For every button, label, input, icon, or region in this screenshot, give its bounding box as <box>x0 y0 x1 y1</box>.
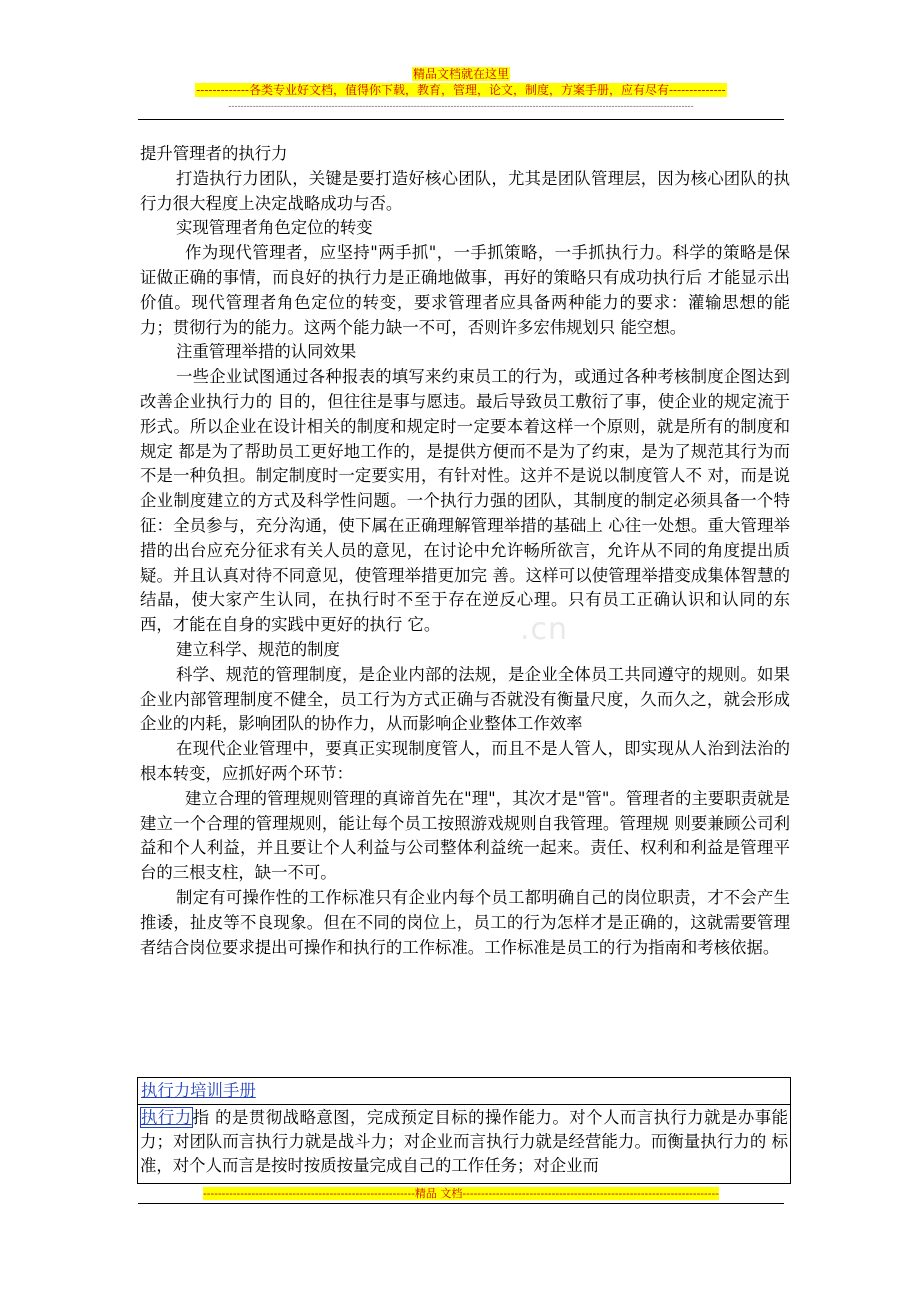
paragraph: 一些企业试图通过各种报表的填写来约束员工的行为，或通过各种考核制度企图达到改善企业执行力的 目的，但往往是事与愿违。最后导致员工敷衍了事，使企业的规定流于形式。所以企业在设计相关的制度和规定时一定要本着这样一个原则，就是所有的制度和规定 都是为了帮助员工更好地工作的，是提供方便而不是为了约束，是为了规范其行为而不是一种负担。制定制度时一定要实用，有针对性。这并不是说以制度管人不 对，而是说企业制度建立的方式及科学性问题。一个执行力强的团队，其制度的制定必须具备一个特征：全员参与，充分沟通，使下属在正确理解管理举措的基础上 心往一处想。重大管理举措的出台应充分征求有关人员的意见，在讨论中允许畅所欲言，允许从不同的角度提出质疑。并且认真对待不同意见，使管理举措更加完 善。这样可以使管理举措变成集体智慧的结晶，使大家产生认同，在执行时不至于存在逆反心理。只有员工正确认识和认同的东西，才能在自身的实践中更好的执行 它。 <box>140 367 790 635</box>
paragraph: 建立合理的管理规则管理的真谛首先在"理"，其次才是"管"。管理者的主要职责就是建立一个合理的管理规则，能让每个员工按照游戏规则自我管理。管理规 则要兼顾公司利益和个人利益，并且要让个人利益与公司整体利益统一起来。责任、权利和利益是管理平台的三根支柱，缺一不可。 <box>140 788 790 883</box>
paragraph: 制定有可操作性的工作标准只有企业内每个员工都明确自己的岗位职责，才不会产生推诿，扯皮等不良现象。但在不同的岗位上，员工的行为怎样才是正确的，这就需要管理者结合岗位要求提出可操作和执行的工作标准。工作标准是员工的行为指南和考核依据。 <box>140 887 790 957</box>
footer-rule <box>138 1203 784 1204</box>
link-box-title-row <box>138 1078 790 1105</box>
paragraph: 打造执行力团队，关键是要打造好核心团队，尤其是团队管理层，因为核心团队的执行力很大程度上决定战略成功与否。 <box>140 168 790 213</box>
link-box <box>137 1077 791 1184</box>
document-title: 提升管理者的执行力 <box>140 144 288 163</box>
header-slogan: -------------各类专业好文档，值得你下载，教育，管理，论文，制度，方案手册，应有尽有-------------- <box>196 83 726 97</box>
header-rule <box>138 119 784 120</box>
training-manual-link[interactable]: 执行力培训手册 <box>141 1081 256 1100</box>
footer-text: ---------------------------------------------------------精品 文档--------------------------------------------------------------------- <box>203 1187 719 1200</box>
paragraph: 科学、规范的管理制度，是企业内部的法规，是企业全体员工共同遵守的规则。如果企业内部管理制度不健全，员工行为方式正确与否就没有衡量尺度，久而久之，就会形成企业的内耗，影响团队的协作力，从而影响企业整体工作效率 <box>140 664 790 734</box>
page-header <box>138 66 784 120</box>
execution-link[interactable]: 执行力 <box>141 1108 192 1127</box>
paragraph: 建立科学、规范的制度 <box>176 639 340 659</box>
watermark: .cn <box>520 612 569 647</box>
paragraph: 实现管理者角色定位的转变 <box>176 218 373 238</box>
header-title: 精品文档就在这里 <box>412 67 509 81</box>
paragraph: 作为现代管理者，应坚持"两手抓"，一手抓策略，一手抓执行力。科学的策略是保证做正确的事情，而良好的执行力是正确地做事，再好的策略只有成功执行后 才能显示出价值。现代管理者角色定位的转变，要求管理者应具备两种能力的要求：灌输思想的能力；贯彻行为的能力。这两个能力缺一不可，否则许多宏伟规划只 能空想。 <box>140 243 790 337</box>
document-body <box>140 142 790 960</box>
link-box-body <box>138 1105 790 1177</box>
link-box-text: 指 的是贯彻战略意图，完成预定目标的操作能力。对个人而言执行力就是办事能力；对团队而言执行力就是战斗力；对企业而言执行力就是经营能力。而衡量执行力的 标准，对个人而言是按时按质按量完成自己的工作任务；对企业而 <box>140 1108 788 1175</box>
header-dash-line: --------------------------------------------------------------------------------------------------------------------------------------------------------- <box>228 102 694 112</box>
paragraph: 在现代企业管理中，要真正实现制度管人，而且不是人管人，即实现从人治到法治的根本转变，应抓好两个环节： <box>140 739 790 783</box>
page-footer <box>138 1186 784 1204</box>
paragraph: 注重管理举措的认同效果 <box>176 342 357 362</box>
